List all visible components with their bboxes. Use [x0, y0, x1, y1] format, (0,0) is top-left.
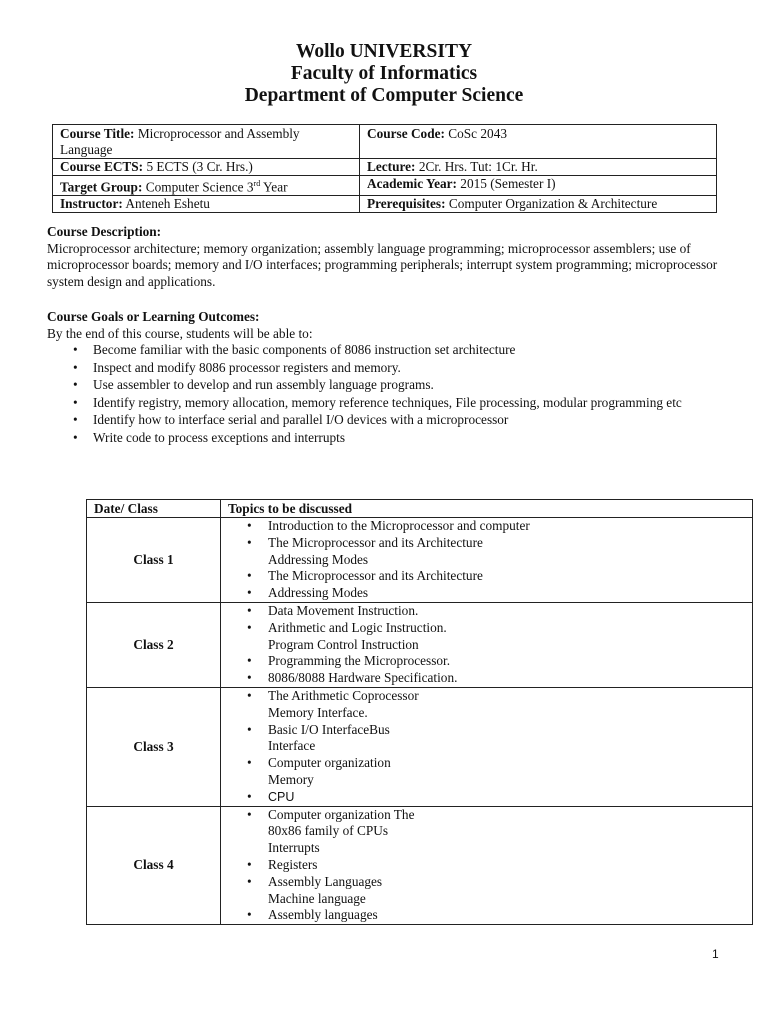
- learning-outcomes-intro: By the end of this course, students will be able to:: [47, 325, 313, 341]
- schedule-row: [87, 518, 753, 603]
- instructor-cell: Instructor: Anteneh Eshetu: [53, 196, 360, 213]
- bullet-icon: •: [247, 602, 252, 618]
- bullet-icon: •: [247, 755, 252, 771]
- learning-outcome-item: • Inspect and modify 8086 processor registers and memory.: [73, 359, 401, 375]
- bullet-icon: •: [73, 377, 78, 392]
- instructor-value: Anteneh Eshetu: [125, 196, 210, 212]
- class-label: Class 1: [87, 518, 221, 603]
- schedule-row: [87, 687, 753, 806]
- bullet-icon: •: [247, 788, 252, 804]
- topics-header: Topics to be discussed: [221, 500, 753, 518]
- topics-cell: [221, 602, 753, 687]
- course-description-heading: Course Description:: [47, 224, 162, 239]
- topic-item: • Registers: [247, 856, 318, 872]
- topic-item: • Computer organization: [247, 755, 391, 771]
- course-description-text: Microprocessor architecture; memory organization; assembly language programming; microprocessor assemblers; use of microprocessor boards; memory and I/O interfaces; programming peripherals; interrupt system programming; microprocessor system design and applications.: [47, 240, 718, 289]
- faculty-name: Faculty of Informatics: [290, 63, 478, 84]
- course-code: CoSc 2043: [448, 126, 507, 141]
- class-label: Class 3: [87, 687, 221, 806]
- topic-item: • Assembly languages: [247, 907, 378, 923]
- topic-item: Interrupts: [268, 840, 320, 856]
- bullet-icon: •: [247, 585, 252, 601]
- topic-item: Memory: [268, 771, 314, 787]
- date-class-header: Date/ Class: [87, 500, 221, 518]
- lecture-cell: Lecture: 2Cr. Hrs. Tut: 1Cr. Hr.: [360, 159, 717, 176]
- bullet-icon: •: [73, 394, 78, 410]
- target-group-cell: Target Group: Computer Science 3rd Year: [53, 176, 360, 196]
- topic-item: • Arithmetic and Logic Instruction.: [247, 619, 447, 635]
- schedule-row: [87, 602, 753, 687]
- learning-outcomes-list: [47, 342, 727, 446]
- topics-cell: [221, 806, 753, 925]
- class-label: Class 2: [87, 602, 221, 687]
- course-code-cell: Course Code: CoSc 2043: [360, 125, 717, 159]
- page-number: 1: [712, 947, 719, 961]
- topic-item: • Addressing Modes: [247, 585, 369, 601]
- topic-item: Memory Interface.: [268, 704, 368, 720]
- topic-item: Machine language: [268, 890, 366, 906]
- bullet-icon: •: [247, 619, 252, 635]
- topic-item: • The Microprocessor and its Architecture: [247, 534, 483, 550]
- topic-item: • Assembly Languages: [247, 873, 383, 889]
- topic-item: Interface: [268, 738, 316, 754]
- bullet-icon: •: [247, 687, 252, 703]
- prerequisites-cell: Prerequisites: Computer Organization & Architecture: [360, 196, 717, 213]
- topic-item: • Data Movement Instruction.: [247, 602, 419, 618]
- learning-outcomes-heading: Course Goals or Learning Outcomes:: [47, 309, 260, 324]
- schedule-table: [86, 499, 753, 925]
- bullet-icon: •: [73, 342, 78, 357]
- topic-item: 80x86 family of CPUs: [268, 823, 389, 839]
- topic-item: • Introduction to the Microprocessor and computer: [247, 518, 530, 533]
- bullet-icon: •: [73, 412, 78, 427]
- course-title-cell: Course Title: Microprocessor and Assembly Language: [53, 125, 360, 159]
- bullet-icon: •: [247, 518, 252, 533]
- bullet-icon: •: [247, 534, 252, 550]
- topics-cell: [221, 687, 753, 806]
- ects-value: 5 ECTS (3 Cr. Hrs.): [146, 159, 253, 174]
- bullet-icon: •: [73, 429, 78, 445]
- lecture-value: 2Cr. Hrs. Tut: 1Cr. Hr.: [418, 159, 538, 174]
- learning-outcome-item: • Identify registry, memory allocation, memory reference techniques, File processing, modular programming etc: [73, 394, 682, 410]
- bullet-icon: •: [247, 568, 252, 584]
- bullet-icon: •: [247, 907, 252, 923]
- academic-year-value: 2015 (Semester I): [460, 176, 556, 191]
- topic-item: • 8086/8088 Hardware Specification.: [247, 670, 458, 686]
- bullet-icon: •: [247, 873, 252, 889]
- topic-item: • The Arithmetic Coprocessor: [247, 687, 419, 703]
- course-info-table: [52, 124, 717, 213]
- topics-cell: [221, 518, 753, 603]
- learning-outcome-item: • Use assembler to develop and run assembly language programs.: [73, 377, 434, 392]
- course-description-section: [47, 224, 727, 290]
- topic-item: • Basic I/O InterfaceBus: [247, 721, 390, 737]
- topic-item: • CPU: [247, 788, 295, 804]
- topic-item: Program Control Instruction: [268, 636, 419, 652]
- topic-item: • Programming the Microprocessor.: [247, 653, 451, 669]
- bullet-icon: •: [247, 670, 252, 686]
- bullet-icon: •: [247, 856, 252, 872]
- learning-outcome-item: • Write code to process exceptions and interrupts: [73, 429, 346, 445]
- learning-outcomes-section: [47, 309, 727, 447]
- target-group-value: Computer Science 3: [145, 179, 254, 195]
- bullet-icon: •: [73, 359, 78, 375]
- academic-year-cell: Academic Year: 2015 (Semester I): [360, 176, 717, 196]
- course-title: Microprocessor and Assembly Language: [60, 126, 300, 157]
- prerequisites-value: Computer Organization & Architecture: [448, 196, 658, 212]
- class-label: Class 4: [87, 806, 221, 925]
- document-header: [0, 41, 768, 107]
- topic-item: Addressing Modes: [268, 551, 369, 567]
- learning-outcome-item: • Identify how to interface serial and parallel I/O devices with a microprocessor: [73, 412, 509, 427]
- department-name: Department of Computer Science: [244, 85, 524, 106]
- ects-cell: Course ECTS: 5 ECTS (3 Cr. Hrs.): [53, 159, 360, 176]
- learning-outcome-item: • Become familiar with the basic components of 8086 instruction set architecture: [73, 342, 516, 357]
- schedule-row: [87, 806, 753, 925]
- topic-item: • Computer organization The: [247, 806, 415, 822]
- bullet-icon: •: [247, 806, 252, 822]
- bullet-icon: •: [247, 721, 252, 737]
- bullet-icon: •: [247, 653, 252, 669]
- topic-item: • The Microprocessor and its Architecture: [247, 568, 483, 584]
- university-name: Wollo UNIVERSITY: [295, 41, 473, 62]
